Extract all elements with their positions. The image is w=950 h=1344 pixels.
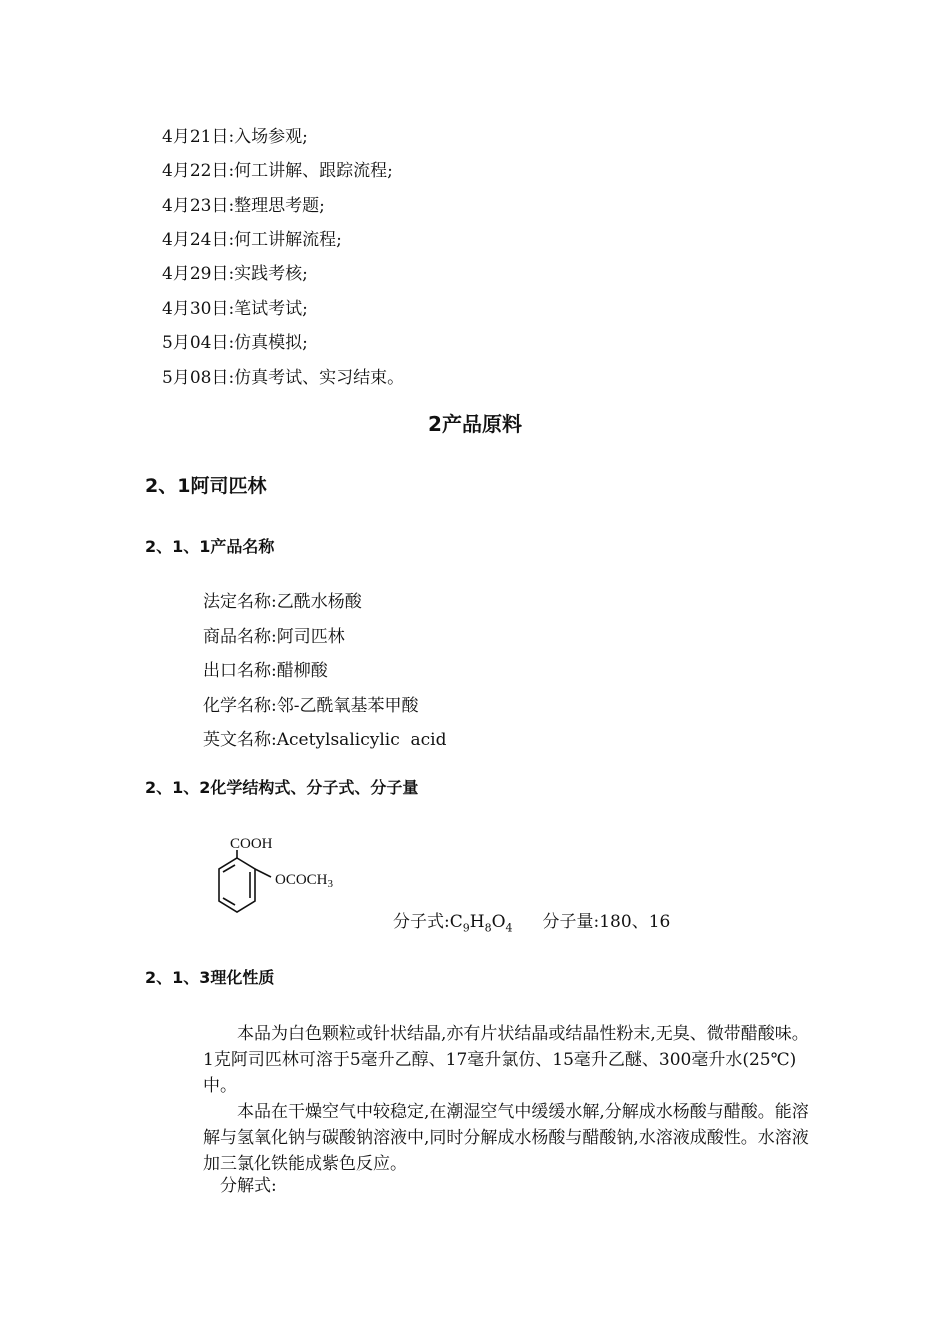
properties-paragraph: 本品在干燥空气中较稳定,在潮湿空气中缓缓水解,分解成水杨酸与醋酸。能溶解与氢氧化钠与碳酸钠溶液中,同时分解成水杨酸与醋酸钠,水溶液成酸性。水溶液加三氯化铁能成紫色反应。 bbox=[203, 1102, 809, 1174]
formula-label: 分子式:C bbox=[393, 912, 463, 932]
name-legal: 法定名称:乙酰水杨酸 bbox=[203, 592, 362, 612]
schedule-item: 4月21日:入场参观; bbox=[162, 127, 308, 147]
molecular-weight: 分子量:180、16 bbox=[542, 912, 671, 932]
name-trade: 商品名称:阿司匹林 bbox=[203, 627, 345, 647]
schedule-item: 4月30日:笔试考试; bbox=[162, 299, 308, 319]
benzene-ring bbox=[219, 858, 255, 912]
aspirin-structure-diagram bbox=[205, 828, 345, 933]
structure-heading: 2、1、2化学结构式、分子式、分子量 bbox=[145, 778, 419, 797]
name-chemical: 化学名称:邻-乙酰氧基苯甲酸 bbox=[203, 696, 419, 716]
decomposition-label: 分解式: bbox=[220, 1176, 277, 1196]
properties-paragraph: 本品为白色颗粒或针状结晶,亦有片状结晶或结晶性粉末,无臭、微带醋酸味。1克阿司匹林可溶于5毫升乙醇、17毫升氯仿、15毫升乙醚、300毫升水(25℃)中。 bbox=[203, 1024, 809, 1096]
ester-bond bbox=[255, 869, 271, 877]
schedule-item: 4月22日:何工讲解、跟踪流程; bbox=[162, 161, 393, 181]
product-name-heading: 2、1、1产品名称 bbox=[145, 537, 275, 556]
schedule-item: 4月29日:实践考核; bbox=[162, 264, 308, 284]
ester-label: $OCOCH_3$ bbox=[275, 872, 334, 890]
name-english: 英文名称:Acetylsalicylic acid bbox=[203, 730, 447, 750]
schedule-item: 5月08日:仿真考试、实习结束。 bbox=[162, 368, 405, 388]
schedule-item: 4月23日:整理思考题; bbox=[162, 196, 325, 216]
properties-text bbox=[203, 1021, 813, 1177]
name-export: 出口名称:醋柳酸 bbox=[203, 661, 328, 681]
schedule-item: 4月24日:何工讲解流程; bbox=[162, 230, 342, 250]
schedule-item: 5月04日:仿真模拟; bbox=[162, 333, 308, 353]
cooh-label: COOH bbox=[230, 836, 273, 852]
molecular-formula-line: 分子式$:C_9H_8O_4$ 分子量:180、16 bbox=[393, 912, 671, 935]
properties-heading: 2、1、3理化性质 bbox=[145, 968, 275, 987]
subsection-title: 2、1阿司匹林 bbox=[145, 475, 267, 497]
section-title: 2产品原料 bbox=[428, 412, 522, 436]
